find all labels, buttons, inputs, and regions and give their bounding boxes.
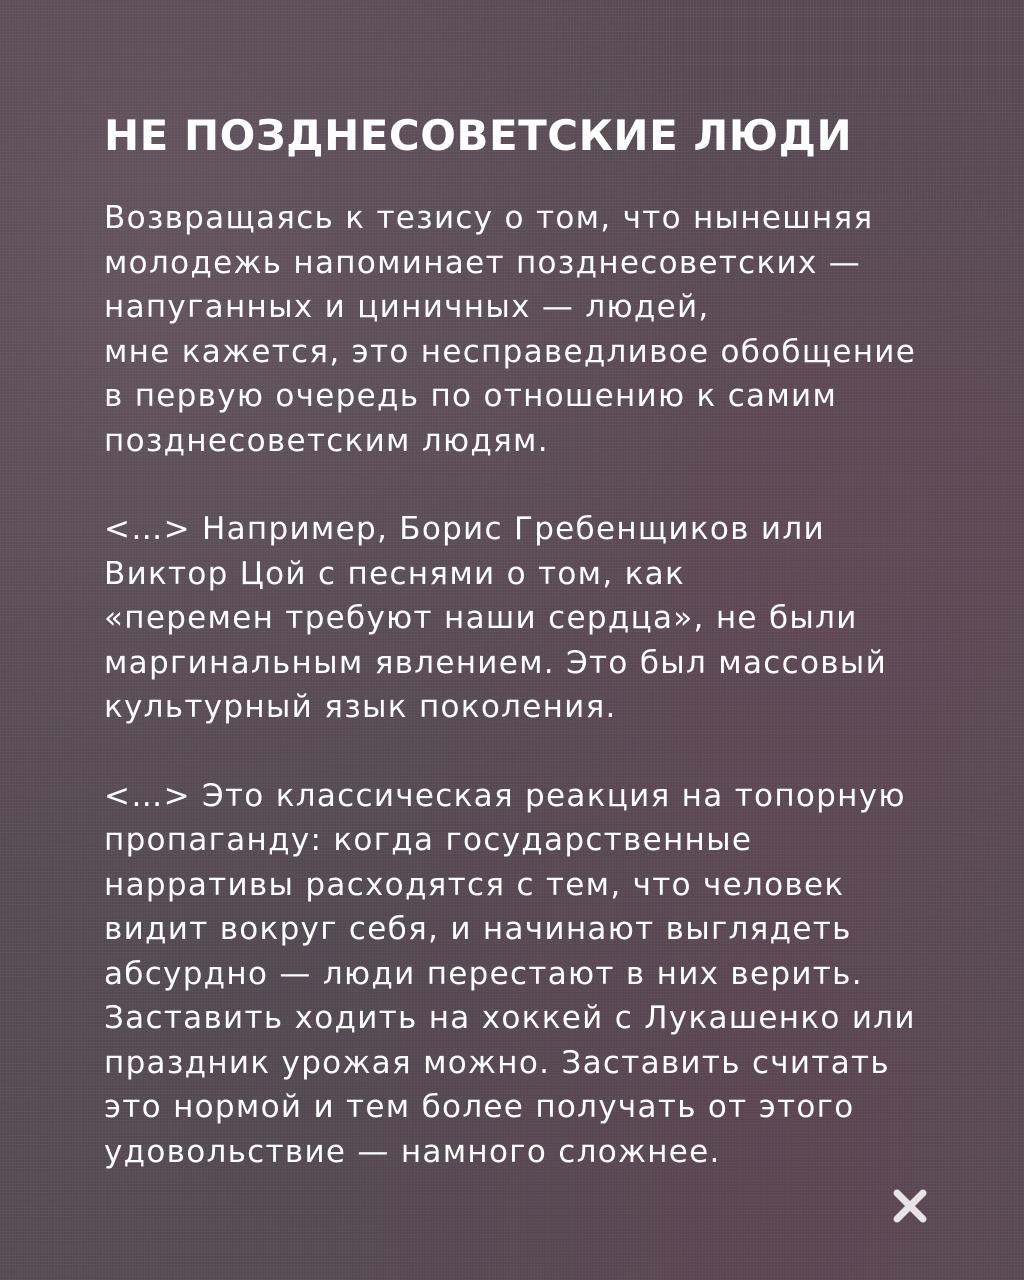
paragraph-1: Возвращаясь к тезису о том, что нынешняя молодежь напоминает позднесоветских — напуганных и циничных — людей, мне кажется, это несправедливое обобщение в первую очередь по отношению к самим позднесоветским людям.: [104, 200, 917, 459]
article-title: НЕ ПОЗДНЕСОВЕТСКИЕ ЛЮДИ: [104, 111, 853, 160]
close-icon: [892, 1188, 928, 1224]
article-card: [104, 108, 984, 1218]
paragraph-2: <…> Например, Борис Гребенщиков или Виктор Цой с песнями о том, как «перемен требуют наши сердца», не были маргинальным явлением. Это был массовый культурный язык поколения.: [104, 511, 888, 725]
paragraph-3: <…> Это классическая реакция на топорную пропаганду: когда государственные нарративы расходятся с тем, что человек видит вокруг себя, и начинают выглядеть абсурдно — люди перестают в них верить. Заставить ходить на хоккей с Лукашенко или праздник урожая можно. Заставить считать это нормой и тем более получать от этого удовольствие — намного сложнее.: [104, 777, 916, 1170]
